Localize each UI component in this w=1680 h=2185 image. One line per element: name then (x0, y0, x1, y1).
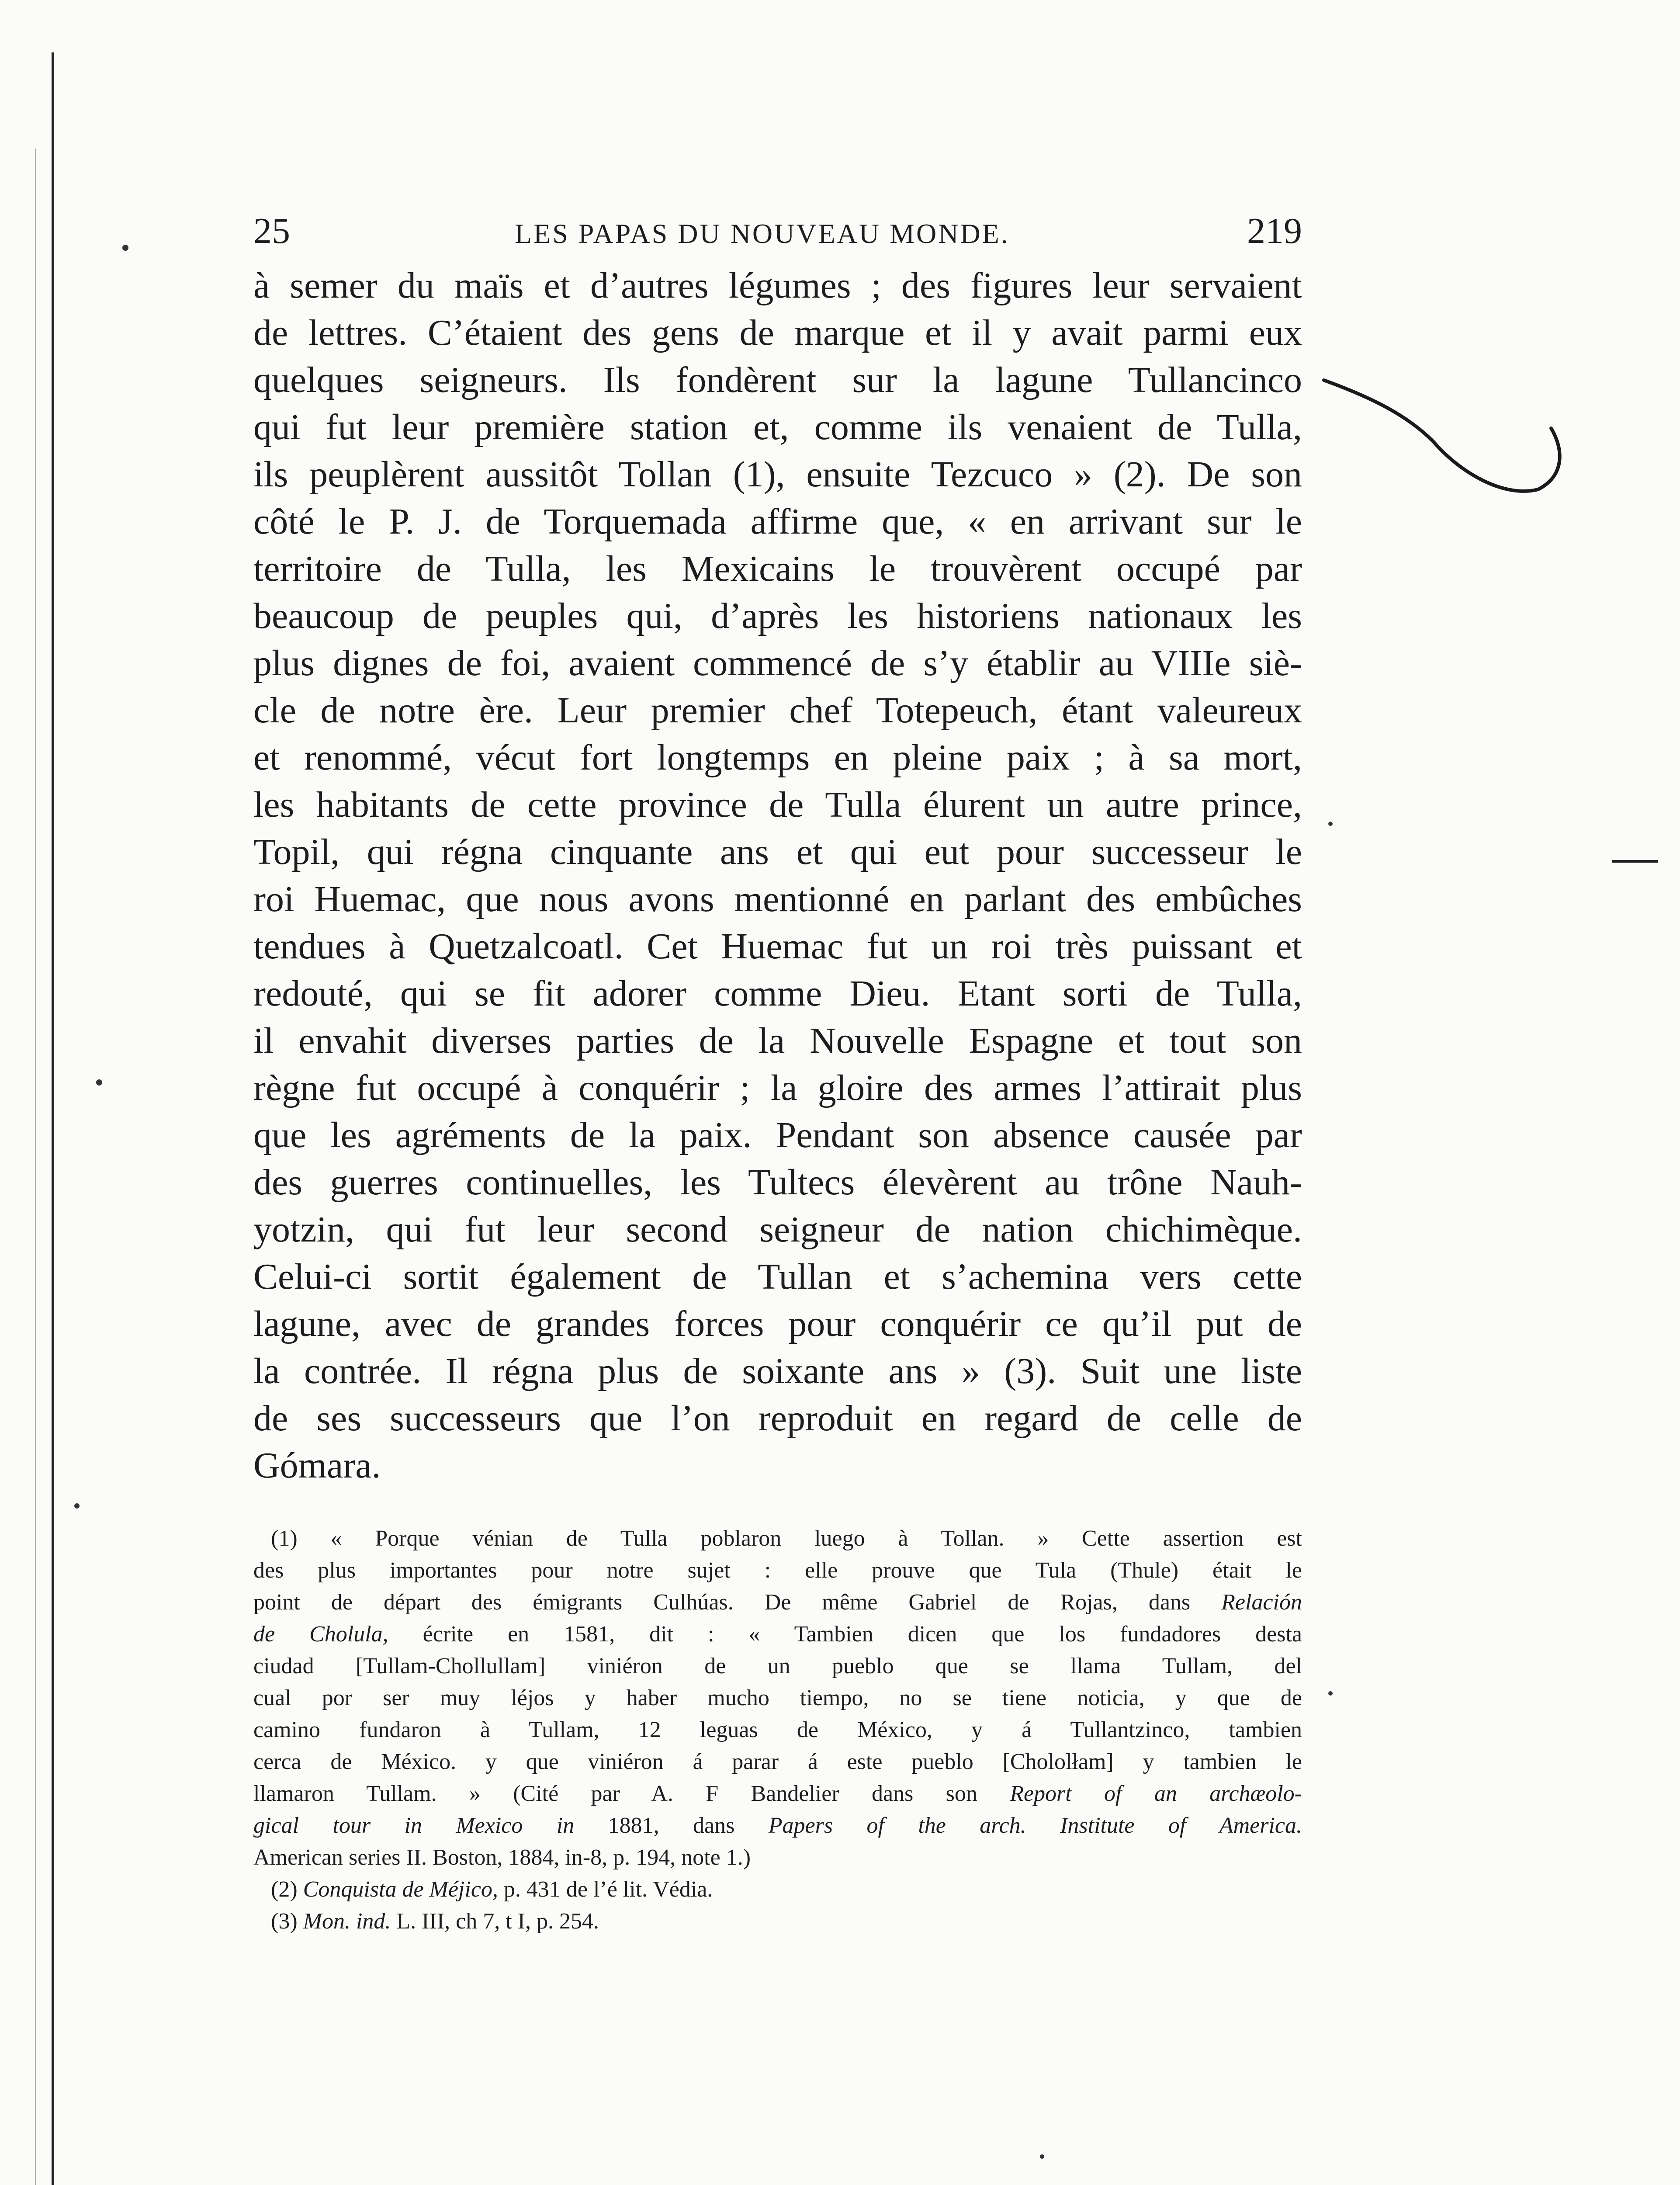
page (253, 184, 1302, 1937)
footnotes (253, 1523, 1302, 1937)
footnote-2 (253, 1873, 1302, 1905)
footnote-title: de Cholula, (253, 1622, 388, 1647)
text-line: Topil, qui régna cinquante ans et qui eut pour successeur le (253, 832, 1302, 872)
footnote-number: (2) (271, 1877, 298, 1902)
text-line: de lettres. C’étaient des gens de marque et il y avait parmi eux (253, 312, 1302, 353)
scan-speck (96, 1079, 102, 1086)
text-line: à semer du maïs et d’autres légumes ; des figures leur servaient (253, 265, 1302, 306)
text-line: territoire de Tulla, les Mexicains le trouvèrent occupé par (253, 548, 1302, 589)
footnote-title: gical tour in Mexico in (253, 1813, 575, 1838)
text-line: côté le P. J. de Torquemada affirme que, « en arrivant sur le (253, 501, 1302, 542)
text-line: la contrée. Il régna plus de soixante ans » (3). Suit une liste (253, 1351, 1302, 1391)
text-line: et renommé, vécut fort longtemps en pleine paix ; à sa mort, (253, 737, 1302, 778)
footnote-text: p. 431 de l’é lit. Védia. (498, 1877, 713, 1902)
footnote-text: L. III, ch 7, t I, p. 254. (391, 1909, 599, 1934)
footnote-line (253, 1810, 1302, 1842)
scan-margin-shadow (35, 149, 36, 2185)
footnote-text: 1881, dans (574, 1813, 769, 1838)
footnote-1 (253, 1523, 1302, 1873)
scan-speck (1328, 1691, 1333, 1696)
text-line: de ses successeurs que l’on reproduit en regard de celle de (253, 1398, 1302, 1439)
running-title: LES PAPAS DU NOUVEAU MONDE. (515, 218, 1010, 249)
footnote-line: des plus importantes pour notre sujet : elle prouve que Tula (Thule) était le (253, 1558, 1302, 1583)
text-line: tendues à Quetzalcoatl. Cet Huemac fut un roi très puissant et (253, 926, 1302, 967)
footnote-text: point de départ des émigrants Culhúas. De même Gabriel de Rojas, dans (253, 1590, 1191, 1615)
text-line: lagune, avec de grandes forces pour conquérir ce qu’il put de (253, 1304, 1302, 1344)
page-header (253, 184, 1302, 262)
footnote-line (253, 1778, 1302, 1810)
text-line: les habitants de cette province de Tulla élurent un autre prince, (253, 784, 1302, 825)
text-line: que les agréments de la paix. Pendant son absence causée par (253, 1115, 1302, 1155)
footnote-line: cual por ser muy léjos y haber mucho tiempo, no se tiene noticia, y que de (253, 1686, 1302, 1710)
scan-speck (1040, 2154, 1044, 2159)
text-line: roi Huemac, que nous avons mentionné en parlant des embûches (253, 879, 1302, 919)
text-line: quelques seigneurs. Ils fondèrent sur la lagune Tullancinco (253, 360, 1302, 400)
footnote-line: (1) « Porque vénian de Tulla poblaron luego à Tollan. » Cette assertion est (271, 1526, 1302, 1551)
footnote-line: ciudad [Tullam-Chollullam] viniéron de un pueblo que se llama Tullam, del (253, 1654, 1302, 1679)
footnote-title: Mon. ind. (303, 1909, 391, 1934)
text-line: ils peuplèrent aussitôt Tollan (1), ensuite Tezcuco » (2). De son (253, 454, 1302, 495)
footnote-line: American series II. Boston, 1884, in-8, p. 194, note 1.) (253, 1845, 751, 1870)
footnote-title: Conquista de Méjico, (303, 1877, 498, 1902)
footnote-text: llamaron Tullam. » (Cité par A. F Bandelier dans son (253, 1781, 1010, 1806)
footnote-line (253, 1586, 1302, 1618)
text-line: beaucoup de peuples qui, d’après les historiens nationaux les (253, 596, 1302, 636)
signature-number: 25 (253, 211, 290, 251)
text-line: qui fut leur première station et, comme ils venaient de Tulla, (253, 407, 1302, 447)
text-line: Celui-ci sortit également de Tullan et s’achemina vers cette (253, 1256, 1302, 1297)
footnote-text: écrite en 1581, dit : « Tambien dicen que los fundadores desta (388, 1622, 1302, 1647)
text-line: Gómara. (253, 1445, 381, 1486)
scan-margin-rule (52, 52, 54, 2185)
text-line: plus dignes de foi, avaient commencé de s’y établir au VIIIe siè- (253, 643, 1302, 683)
scan-speck (74, 1503, 80, 1509)
scan-side-dash (1612, 860, 1658, 863)
footnote-title: Papers of the arch. Institute of America. (768, 1813, 1302, 1838)
footnote-line: cerca de México. y que viniéron á parar á este pueblo [Chololłam] y tambien le (253, 1749, 1302, 1774)
footnote-title: Relación (1221, 1590, 1302, 1615)
body-text (253, 262, 1302, 1489)
text-line: yotzin, qui fut leur second seigneur de nation chichimèque. (253, 1209, 1302, 1250)
footnote-line: camino fundaron à Tullam, 12 leguas de México, y á Tullantzinco, tambien (253, 1717, 1302, 1742)
text-line: des guerres continuelles, les Tultecs élevèrent au trône Nauh- (253, 1162, 1302, 1203)
scan-speck (122, 245, 128, 251)
scan-speck (1328, 822, 1333, 826)
footnote-3 (253, 1905, 1302, 1937)
pen-annotation-mark (1320, 367, 1564, 551)
text-line: cle de notre ère. Leur premier chef Totepeuch, étant valeureux (253, 690, 1302, 731)
footnote-title: Report of an archæolo- (1010, 1781, 1302, 1806)
footnote-number: (3) (271, 1909, 298, 1934)
text-line: il envahit diverses parties de la Nouvelle Espagne et tout son (253, 1020, 1302, 1061)
text-line: règne fut occupé à conquérir ; la gloire des armes l’attirait plus (253, 1068, 1302, 1108)
page-number: 219 (1247, 211, 1302, 251)
footnote-line (253, 1618, 1302, 1650)
text-line: redouté, qui se fit adorer comme Dieu. Etant sorti de Tulla, (253, 973, 1302, 1014)
